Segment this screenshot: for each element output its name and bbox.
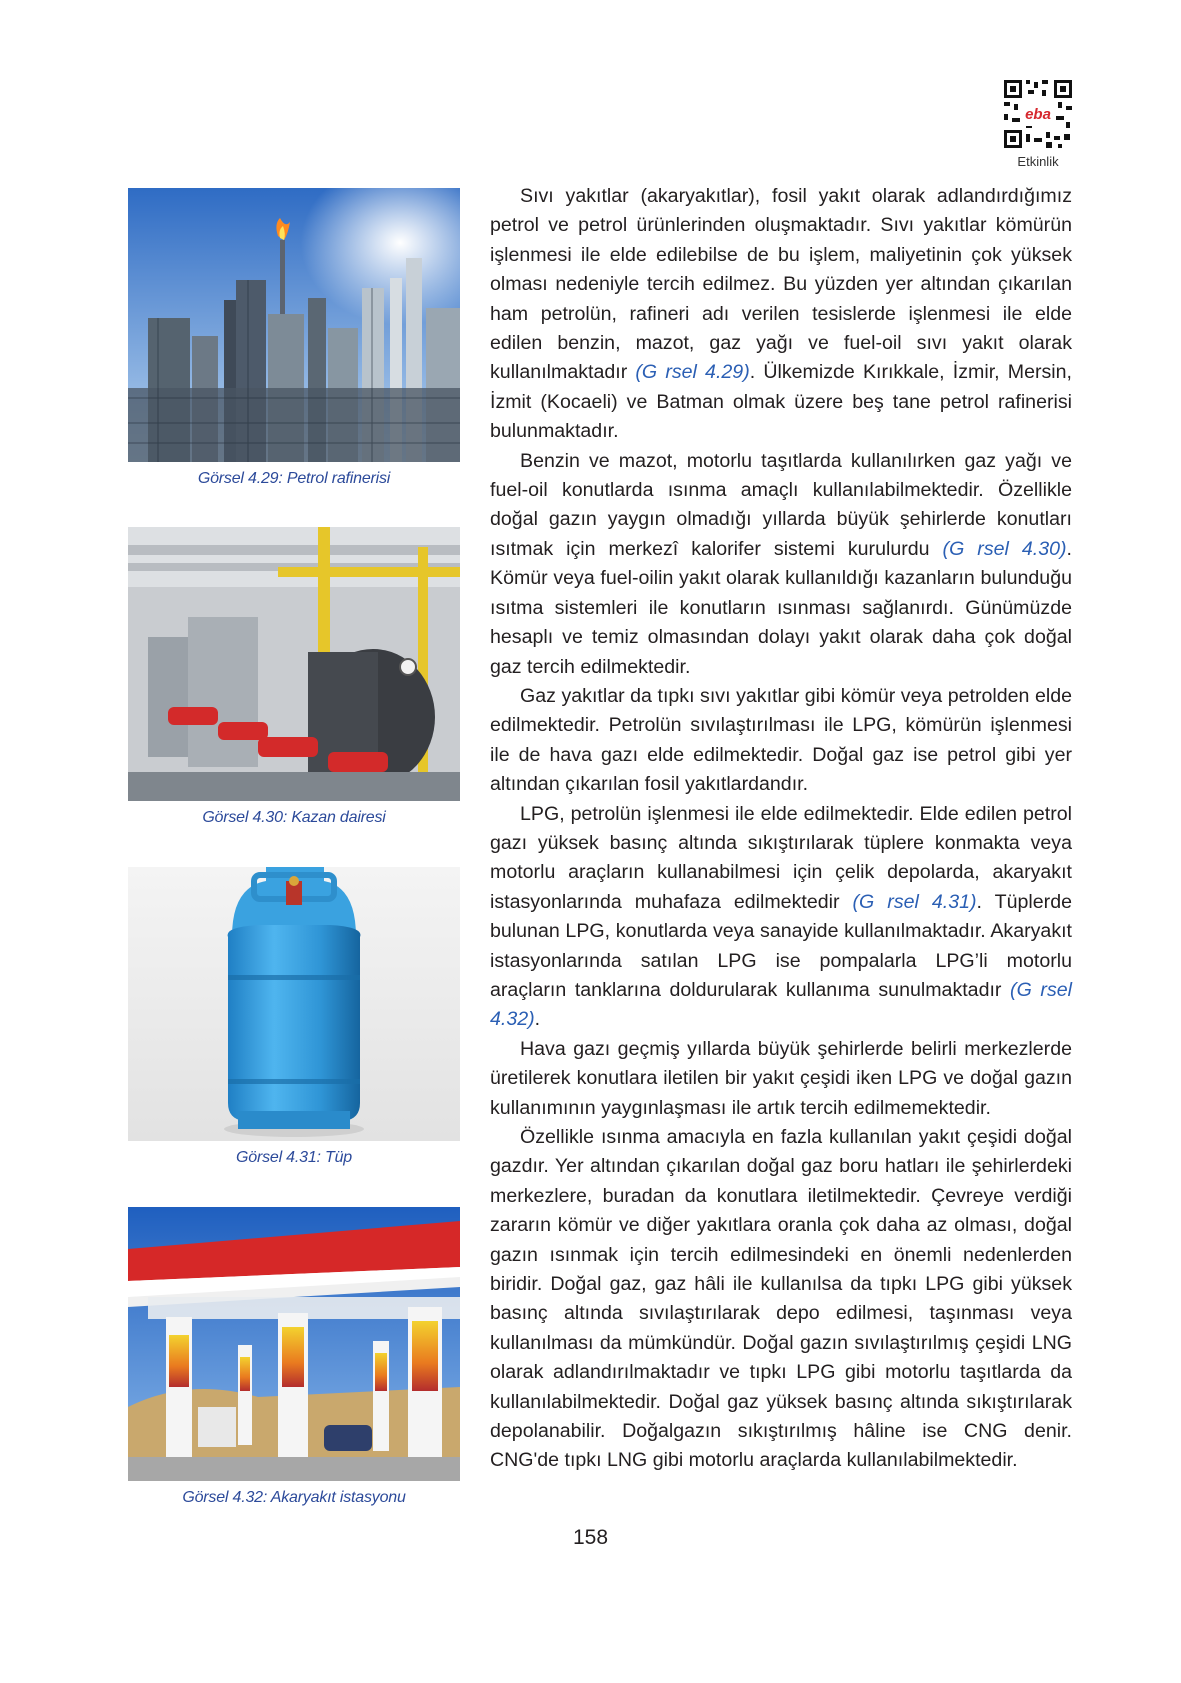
figure-reference[interactable]: (G rsel 4.31) — [852, 890, 977, 913]
figure-reference[interactable]: (G rsel 4.32) — [490, 978, 1072, 1031]
page-number: 158 — [572, 1526, 609, 1549]
figure-lpg-cylinder — [128, 867, 460, 1167]
figure-fuel-station — [128, 1207, 460, 1507]
figure-caption: Görsel 4.30: Kazan dairesi — [202, 809, 386, 826]
fuel-station-photo — [128, 1207, 460, 1481]
qr-label: Etkinlik — [1017, 154, 1059, 169]
figure-caption: Görsel 4.29: Petrol rafinerisi — [197, 470, 391, 487]
lpg-cylinder-photo — [128, 867, 460, 1141]
figure-reference[interactable]: (G rsel 4.30) — [942, 537, 1067, 560]
paragraph: Hava gazı geçmiş yıllarda büyük şehirlerde belirli merkezlerde üretilerek konutlara iletilen bir yakıt çeşidi iken LPG ve doğal gazın kullanımının yaygınlaşması ile artık tercih edilmemektedir. — [490, 1037, 1072, 1119]
figure-caption: Görsel 4.31: Tüp — [236, 1149, 352, 1166]
body-text — [490, 182, 1072, 1476]
figure-refinery — [128, 188, 460, 488]
figure-caption: Görsel 4.32: Akaryakıt istasyonu — [182, 1489, 406, 1506]
paragraph: Özellikle ısınma amacıyla en fazla kullanılan yakıt çeşidi doğal gazdır. Yer altından çıkarılan doğal gaz boru hatları ile şehirlerdeki merkezlere, buradan da konutlara iletilmektedir. Çevreye verdiği zararın kömür ve diğer yakıtlara oranla çok daha az olması, doğal gazın ısınmak için tercih edilmesindeki en önemli nedenlerden biridir. Doğal gaz, gaz hâli ile kullanılsa da tıpkı LPG gibi yüksek basınç altında sıvılaştırılarak depo edilmesi, taşınması veya kullanılması da mümkündür. Doğal gazın sıvılaştırılmış çeşidi LNG olarak adlandırılmaktadır ve tıpkı LPG gibi motorlu taşıtlarda da kullanılabilmektedir. Doğal gaz yüksek basınç altında sıkıştırılarak depolanabilir. Doğalgazın sıkıştırılmış hâline ise CNG denir. CNG'de tıpkı LNG gibi motorlu araçlarda kullanılabilmektedir. — [490, 1126, 1072, 1472]
boiler-room-photo — [128, 527, 460, 801]
paragraph: LPG, petrolün işlenmesi ile elde edilmektedir. Elde edilen petrol gazı yüksek basınç altında sıkıştırılarak tüplere konmakta veya motorlu araçların kullanabilmesi için çelik depolarda, akaryakıt istasyonlarında muhafaza edilmektedir (G rsel 4.31). Tüplerde bulunan LPG, konutlarda veya sanayide kullanılmaktadır. Akaryakıt istasyonlarında satılan LPG ise pompalarla LPG’li motorlu araçların tanklarına doldurularak kullanıma sunulmaktadır (G rsel 4.32). — [490, 802, 1072, 1031]
figure-boiler-room — [128, 527, 460, 827]
figure-reference[interactable]: (G rsel 4.29) — [635, 361, 750, 384]
oil-refinery-photo — [128, 188, 460, 462]
eba-logo: eba — [1025, 106, 1051, 123]
qr-code[interactable] — [1002, 78, 1074, 150]
paragraph: Benzin ve mazot, motorlu taşıtlarda kullanılırken gaz yağı ve fuel-oil konutlarda ısınma amaçlı kullanılabilmektedir. Özellikle doğal gazın yaygın olmadığı yıllarda büyük şehirlerde konutları ısıtmak için merkezî kalorifer sistemi kurulurdu (G rsel 4.30). Kömür veya fuel-oilin yakıt olarak kullanıldığı kazanların bulunduğu ısıtma sistemleri ile konutların ısınması sağlanırdı. Günümüzde hesaplı ve temiz olmasından dolayı yakıt olarak daha çok doğal gaz tercih edilmektedir. — [490, 449, 1072, 678]
paragraph: Sıvı yakıtlar (akaryakıtlar), fosil yakıt olarak adlandırdığımız petrol ve petrol ürünlerinden oluşmaktadır. Sıvı yakıtlar kömürün işlenmesi ile elde edilebilse de bu işlem, maliyetinin çok yüksek olması nedeniyle tercih edilmez. Bu yüzden yer altından çıkarılan ham petrolün, rafineri adı verilen tesislerde işlenmesi ile elde edilen benzin, mazot, gaz yağı ve fuel-oil sıvı yakıt olarak kullanılmaktadır (G rsel 4.29). Ülkemizde Kırıkkale, İzmir, Mersin, İzmit (Kocaeli) ve Batman olmak üzere beş tane petrol rafinerisi bulunmaktadır. — [490, 185, 1072, 443]
paragraph: Gaz yakıtlar da tıpkı sıvı yakıtlar gibi kömür veya petrolden elde edilmektedir. Petrolün sıvılaştırılması ile LPG, kömürün işlenmesi ile de hava gazı elde edilmektedir. Doğal gaz ise petrol gibi yer altından çıkarılan fosil yakıtlardandır. — [490, 684, 1072, 796]
